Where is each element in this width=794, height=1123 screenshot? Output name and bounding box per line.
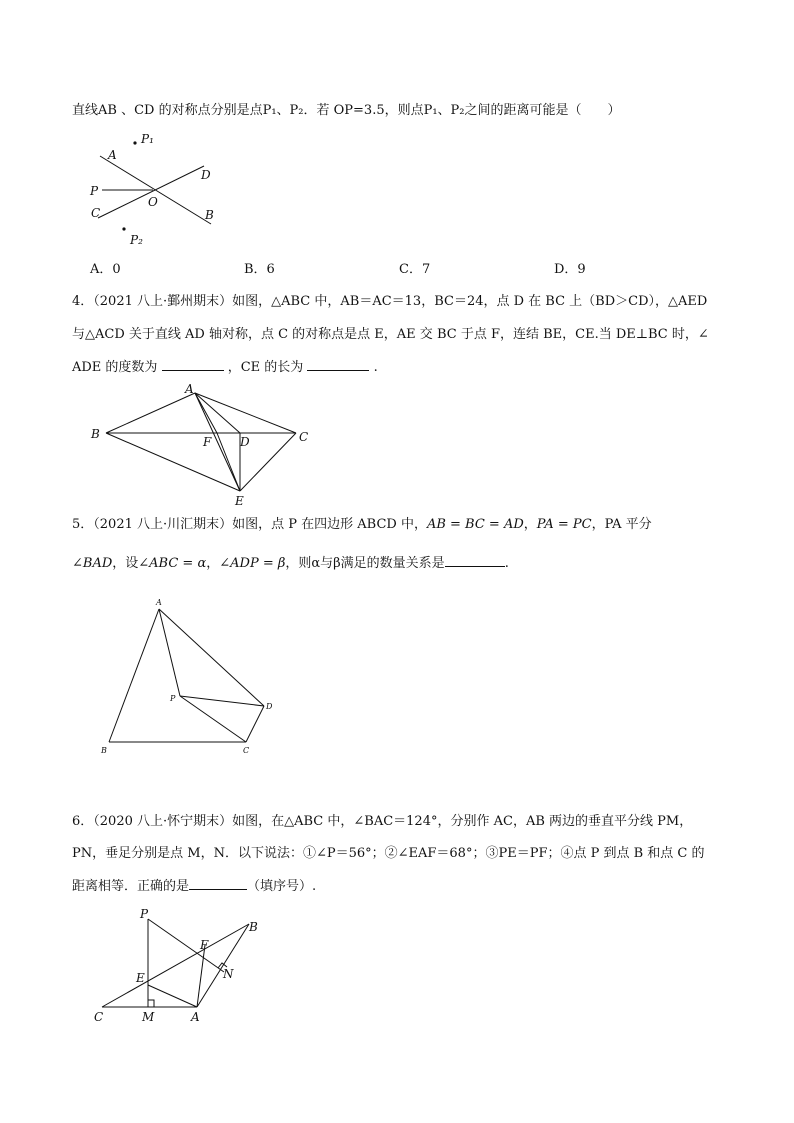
q5-label-a: A <box>156 598 162 607</box>
q4-line-3c: . <box>373 360 378 375</box>
q4-line-1: 4．（2021 八上·鄞州期末）如图，△ABC 中，AB＝AC＝13，BC＝24，点 D 在 BC 上（BD＞CD），△AED <box>72 294 708 309</box>
q3-option-d: D．9 <box>554 262 586 277</box>
q4-answer-blank-1[interactable] <box>162 357 224 371</box>
q5-line-1b: ，PA 平分 <box>591 517 652 532</box>
point-p1 <box>133 141 136 144</box>
q6-line-3a: 距离相等．正确的是 <box>72 879 190 894</box>
q5-eq-1: AB = BC = AD <box>426 517 524 532</box>
q6-line-3 <box>72 876 732 896</box>
q6-line-1: 6．（2020 八上·怀宁期末）如图，在△ABC 中，∠BAC＝124°，分别作 AC，AB 两边的垂直平分线 PM， <box>72 814 693 829</box>
label-p1: P₁ <box>141 132 154 146</box>
q6-answer-blank[interactable] <box>189 876 247 890</box>
q5-figure <box>95 595 295 760</box>
label-d: D <box>201 168 211 182</box>
label-a: A <box>108 148 117 162</box>
q5-line-2d: ， <box>206 556 220 571</box>
q5-line-2 <box>72 553 732 573</box>
q6-label-p: P <box>140 907 149 921</box>
q5-label-b: B <box>101 746 107 755</box>
q5-label-d: D <box>266 702 273 711</box>
q4-label-d: D <box>240 435 250 449</box>
q6-label-f: F <box>200 938 209 952</box>
q5-angle-adp: ∠ADP = β <box>219 556 286 571</box>
q4-line-3a: ADE 的度数为 <box>72 360 158 375</box>
q4-line-2: 与△ACD 关于直线 AD 轴对称，点 C 的对称点是点 E，AE 交 BC 于点 F，连结 BE，CE.当 DE⊥BC 时，∠ <box>72 327 709 342</box>
label-o: O <box>148 195 158 209</box>
q5-line-1a: 5．（2021 八上·川汇期末）如图，点 P 在四边形 ABCD 中， <box>72 517 427 532</box>
q5-label-p: P <box>170 694 176 703</box>
q4-line-3b: ，CE 的长为 <box>227 360 304 375</box>
q5-line-2g: . <box>504 556 509 571</box>
q4-line-3 <box>72 357 732 377</box>
label-p: P <box>90 184 99 198</box>
q5-angle-abc: ∠ABC = α <box>138 556 207 571</box>
q3-text: 直线AB 、CD 的对称点分别是点P₁、P₂．若 OP=3.5，则点P₁、P₂之间的距离可能是（ ） <box>72 103 621 118</box>
q4-label-f: F <box>203 435 212 449</box>
q5-label-c: C <box>243 746 250 755</box>
q4-label-a: A <box>185 382 194 396</box>
q4-answer-blank-2[interactable] <box>307 357 369 371</box>
label-b: B <box>205 208 214 222</box>
q6-line-2: PN，垂足分别是点 M，N．以下说法：①∠P＝56°；②∠EAF＝68°；③PE＝PF；④点 P 到点 B 和点 C 的 <box>72 846 705 861</box>
q4-label-e: E <box>235 494 244 508</box>
point-p2 <box>122 227 125 230</box>
q6-label-a: A <box>191 1010 200 1024</box>
q6-line-3b: （填序号）. <box>247 879 317 894</box>
q6-figure <box>85 900 275 1030</box>
q6-label-n: N <box>223 967 234 981</box>
label-c: C <box>91 206 101 220</box>
q6-label-m: M <box>142 1010 155 1024</box>
q5-line-2b: ，设 <box>112 556 139 571</box>
q6-label-c: C <box>94 1010 104 1024</box>
q5-sep: ， <box>523 517 537 532</box>
q3-figure <box>80 128 240 253</box>
q3-option-b: B．6 <box>244 262 275 277</box>
q4-figure <box>85 380 325 510</box>
q6-label-e: E <box>136 971 145 985</box>
q5-eq-2: PA = PC <box>536 517 592 532</box>
q5-angle-bad: ∠BAD <box>72 556 113 571</box>
q3-option-a: A．0 <box>90 262 121 277</box>
q3-option-c: C．7 <box>399 262 431 277</box>
label-p2: P₂ <box>130 233 143 247</box>
q5-line-1 <box>72 516 732 534</box>
q6-label-b: B <box>249 920 258 934</box>
q5-line-2f: ，则α与β满足的数量关系是 <box>285 556 445 571</box>
q4-label-c: C <box>299 430 309 444</box>
q4-label-b: B <box>91 427 100 441</box>
q5-answer-blank[interactable] <box>445 553 505 567</box>
